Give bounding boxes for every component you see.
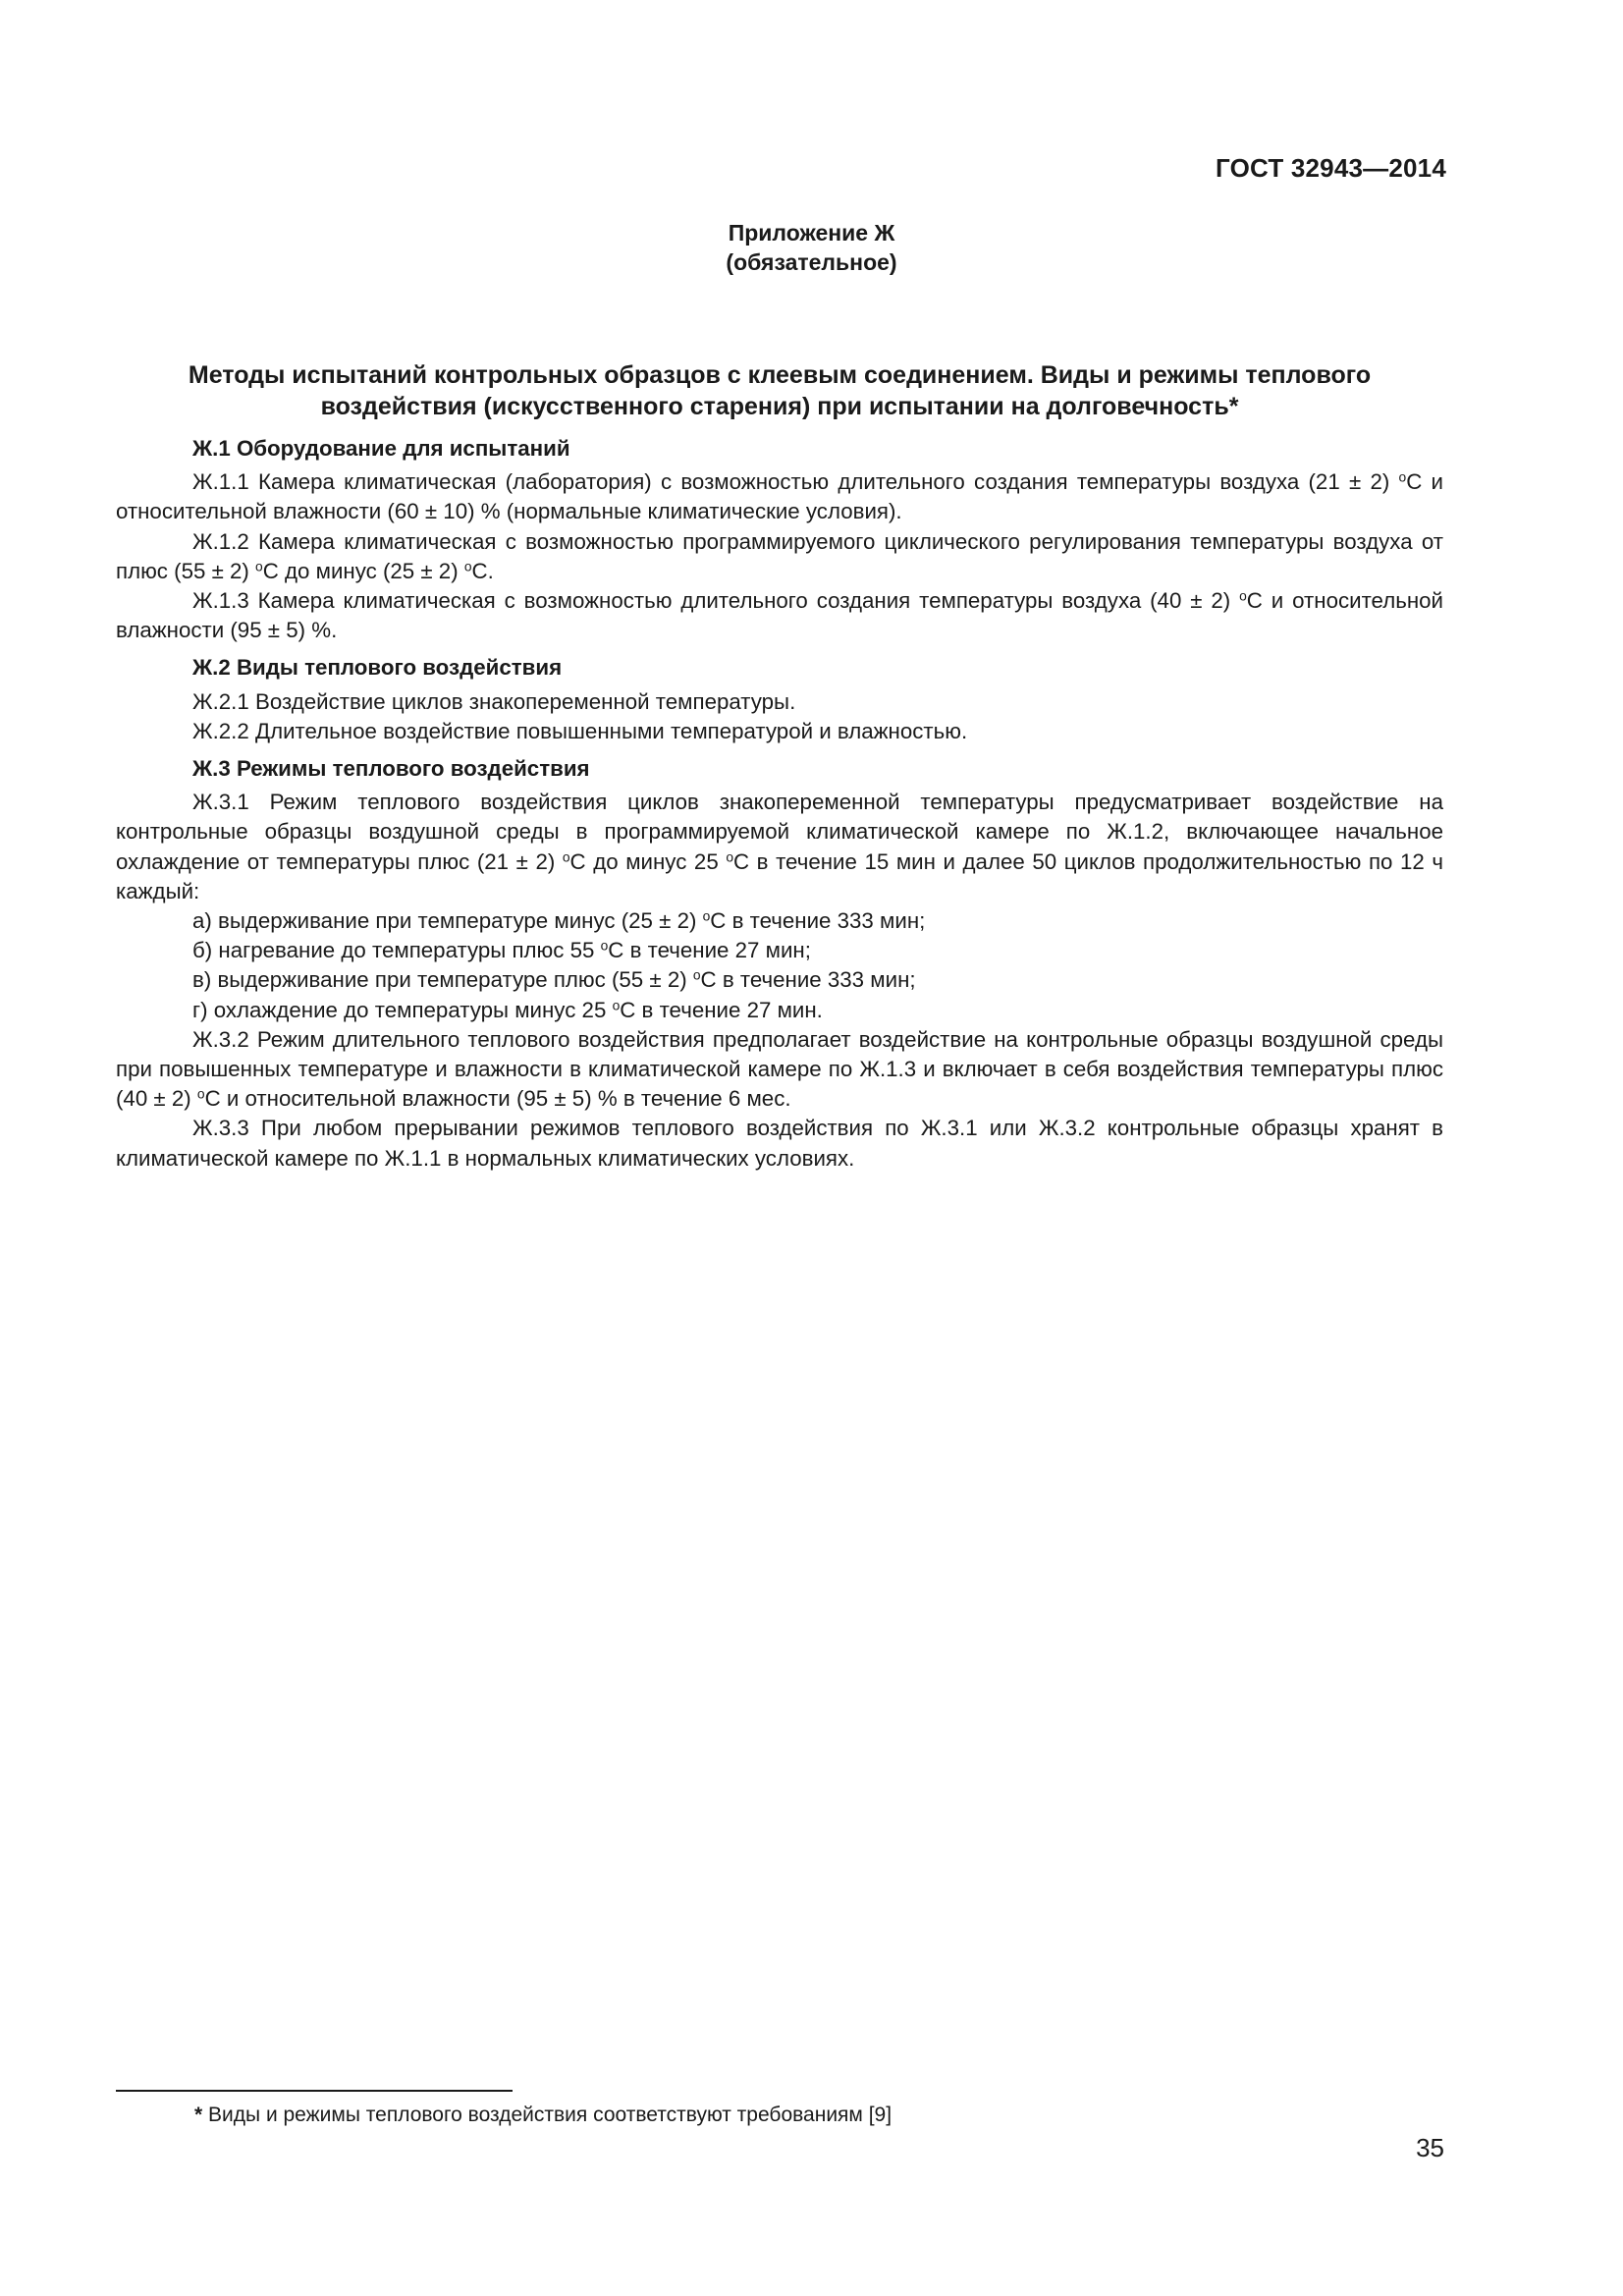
list-item-a: а) выдерживание при температуре минус (25 ± 2) $^o$С в течение 333 мин; [192,907,926,934]
paragraph-zh1-3: Ж.1.3 Камера климатическая с возможностью длительного создания температуры воздуха (40 ± 2) $^o$С и относительной влажности (95 ± 5) %. [116,587,1443,643]
paragraph-zh2-1: Ж.2.1 Воздействие циклов знакопеременной температуры. [192,688,796,714]
footnote [194,2102,892,2129]
main-title-line-2: воздействия (искусственного старения) при испытании на долговечность* [320,393,1239,420]
paragraph-zh1-1: Ж.1.1 Камера климатическая (лаборатория) с возможностью длительного создания температуры воздуха (21 ± 2) $^o$С и относительной влажности (60 ± 10) % (нормальные климатические условия). [116,468,1443,524]
footnote-marker: * [194,2104,203,2126]
main-title [116,359,1443,422]
appendix-title: Приложение Ж [728,220,895,246]
paragraph-zh3-1: Ж.3.1 Режим теплового воздействия циклов знакопеременной температуры предусматривает воздействие на контрольные образцы воздушной среды в программируемой климатической камере по Ж.1.2, включающее начальное охлаждение от температуры плюс (21 ± 2) $^o$С до минус 25 $^o$С в течение 15 мин и далее 50 циклов продолжительностью по 12 ч каждый: [116,790,1443,903]
page-number: 35 [1416,2133,1444,2162]
list-item-c: в) выдерживание при температуре плюс (55 ± 2) $^o$С в течение 333 мин; [192,966,916,993]
main-title-line-1: Методы испытаний контрольных образцов с клеевым соединением. Виды и режимы теплового [188,361,1372,389]
section-heading-zh3: Ж.3 Режимы теплового воздействия [192,756,590,782]
section-heading-zh2: Ж.2 Виды теплового воздействия [192,655,563,681]
footnote-text: Виды и режимы теплового воздействия соответствуют требованиям [9] [202,2104,893,2126]
list-item-d: г) охлаждение до температуры минус 25 $^o$С в течение 27 мин. [192,997,823,1022]
paragraph-zh1-2: Ж.1.2 Камера климатическая с возможностью программируемого циклического регулирования температуры воздуха от плюс (55 ± 2) $^o$С до минус (25 ± 2) $^o$С. [116,528,1443,583]
paragraph-zh3-3: Ж.3.3 При любом прерывании режимов теплового воздействия по Ж.3.1 или Ж.3.2 контрольные образцы хранят в климатической камере по Ж.1.1 в нормальных климатических условиях. [116,1116,1443,1171]
document-id-header: ГОСТ 32943—2014 [1216,153,1446,183]
list-item-b: б) нагревание до температуры плюс 55 $^o$С в течение 27 мин; [192,937,811,963]
paragraph-zh3-2: Ж.3.2 Режим длительного теплового воздействия предполагает воздействие на контрольные образцы воздушной среды при повышенных температуре и влажности в климатической камере по Ж.1.3 и включает в себя воздействия температуры плюс (40 ± 2) $^o$С и относительной влажности (95 ± 5) % в течение 6 мес. [116,1026,1443,1112]
section-heading-zh1: Ж.1 Оборудование для испытаний [192,436,570,461]
paragraph-zh2-2: Ж.2.2 Длительное воздействие повышенными температурой и влажностью. [192,718,968,743]
appendix-heading [0,218,1623,277]
appendix-status: (обязательное) [726,249,897,275]
footnote-divider [116,2090,513,2092]
document-body [116,434,1443,1174]
